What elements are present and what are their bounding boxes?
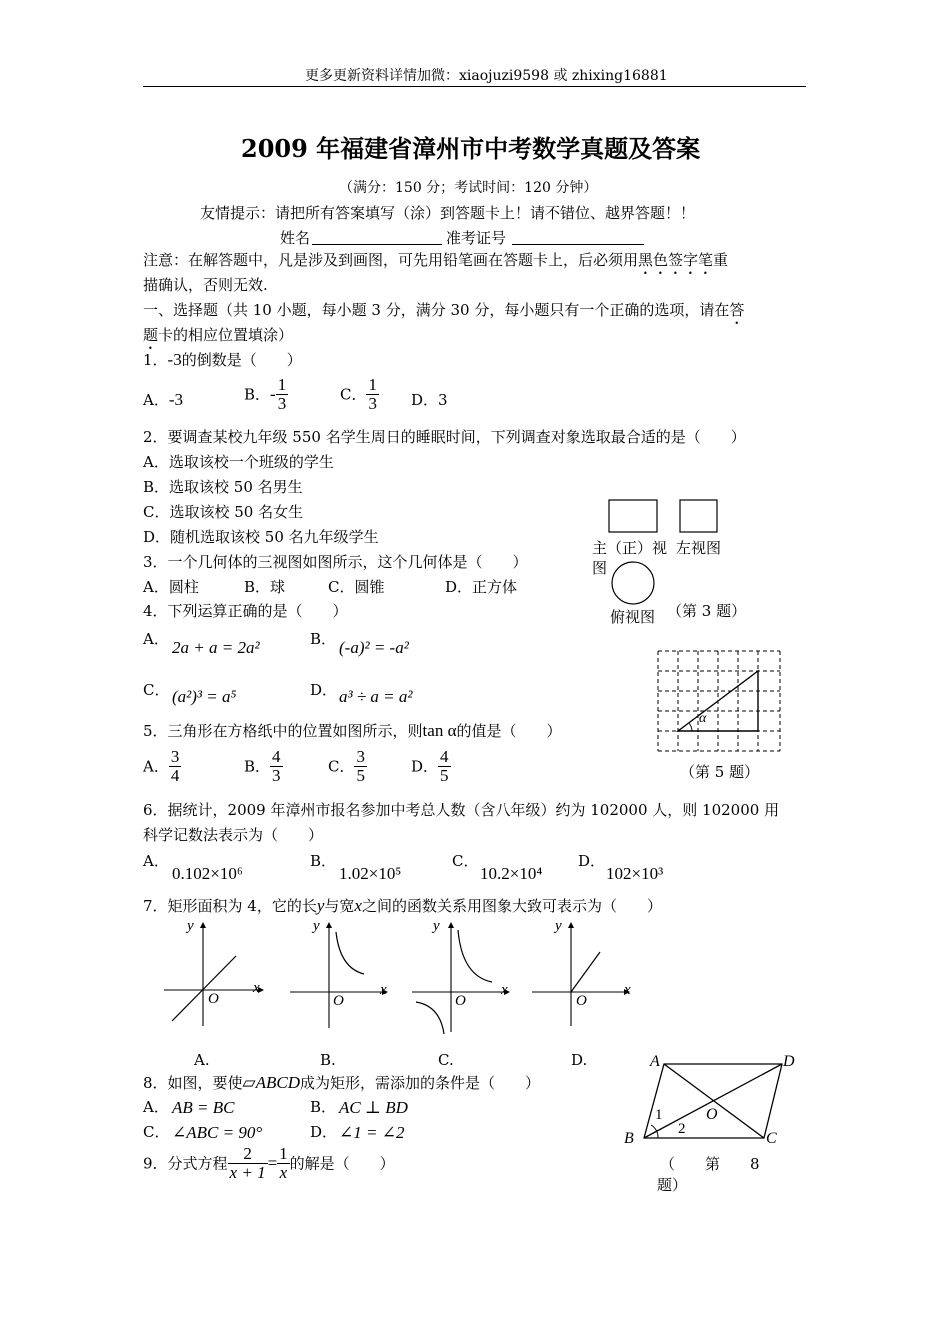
q1-c-fraction — [366, 376, 379, 413]
q2-stem: 2．要调查某校九年级 550 名学生周日的睡眠时间，下列调查对象选取最合适的是（ ） — [143, 428, 746, 446]
q8-c-label: C． — [143, 1123, 170, 1141]
q7-a-origin: O — [208, 991, 219, 1007]
q3-fig-top-label: 俯视图 — [610, 608, 656, 626]
q6-b-label: B． — [310, 852, 337, 870]
q5-d-fraction — [438, 748, 451, 785]
q8-fig-caption-1: （ 第 8 — [660, 1155, 760, 1173]
q5-c-fraction — [354, 748, 367, 785]
q7-graph-c — [408, 918, 518, 1038]
q5-text-a: 5．三角形在方格纸中的位置如图所示，则 — [143, 722, 423, 740]
q9-fraction-1 — [228, 1145, 268, 1182]
angle-arc — [651, 1125, 658, 1138]
notice-text-c: 重 — [713, 251, 729, 269]
q5-a-label: A． — [143, 757, 169, 776]
q4-option-a[interactable]: 2a + a = 2a² — [172, 638, 260, 657]
q9-equals: = — [267, 1153, 278, 1173]
q7-option-a[interactable]: A. — [194, 1051, 210, 1069]
q8-fig-label-1: 1 — [655, 1107, 663, 1123]
q7-text-c: 之间的函数关系用图象大致可表示为（ ） — [361, 897, 662, 915]
q5-option-a[interactable] — [143, 748, 181, 785]
q5-a-den: 4 — [170, 766, 180, 785]
q8-fig-label-a: A — [650, 1053, 660, 1070]
q7-option-b[interactable]: B. — [320, 1051, 336, 1069]
tip-line: 友情提示：请把所有答案填写（涂）到答题卡上！请不错位、越界答题！！ — [200, 204, 696, 222]
q8-parallelogram-figure — [620, 1050, 810, 1150]
q8-stem — [143, 1073, 540, 1093]
q7-graph-d — [528, 918, 638, 1028]
q4-b-label: B． — [310, 630, 337, 648]
q7-a-y-label: y — [187, 918, 194, 934]
header-rule — [143, 86, 806, 87]
section-heading-line-2 — [143, 325, 293, 353]
q8-text-a: 8．如图，要使 — [143, 1074, 243, 1092]
q1-option-c[interactable] — [340, 376, 379, 413]
q9-text-a: 9．分式方程 — [143, 1154, 228, 1173]
section-text-a: 一、选择题（共 10 小题，每小题 3 分，满分 30 分，每小题只有一个正确的选项，请在 — [143, 301, 730, 319]
q1-stem — [143, 350, 302, 370]
q2-option-a[interactable]: A．选取该校一个班级的学生 — [143, 453, 334, 471]
name-field[interactable] — [312, 244, 442, 245]
q2-option-b[interactable]: B．选取该校 50 名男生 — [143, 478, 303, 496]
q7-c-x-label: x — [501, 982, 508, 998]
q6-stem-line-2: 科学记数法表示为（ ） — [143, 826, 324, 844]
q1-b-den: 3 — [277, 394, 287, 413]
q9-f2-den: x — [279, 1163, 288, 1182]
q5-option-d[interactable] — [411, 748, 451, 785]
q5-b-den: 3 — [272, 766, 281, 785]
section-text-b: 卡的相应位置填涂） — [158, 326, 294, 344]
q7-b-x-label: x — [380, 982, 387, 998]
ticket-field[interactable] — [512, 244, 644, 245]
q7-d-y-label: y — [555, 918, 562, 934]
q9-text-b: 的解是（ ） — [289, 1154, 395, 1173]
q7-graph-a — [160, 918, 270, 1028]
q7-c-y-label: y — [433, 918, 440, 934]
q3-option-d[interactable]: D．正方体 — [445, 578, 518, 596]
q8-fig-label-b: B — [624, 1130, 634, 1147]
q8-text-b: 成为矩形，需添加的条件是（ ） — [300, 1074, 541, 1092]
section-emphasis-b: 题 — [143, 326, 159, 344]
q7-b-origin: O — [333, 993, 344, 1009]
q7-option-d[interactable]: D. — [571, 1051, 588, 1069]
q7-text-b: 与宽 — [324, 897, 355, 915]
q8-fig-label-d: D — [783, 1053, 795, 1070]
q3-fig-front-label-2: 图 — [592, 559, 608, 577]
q8-fig-label-o: O — [706, 1106, 718, 1123]
q5-math: tan α — [422, 721, 457, 740]
q9-fraction-2 — [277, 1145, 290, 1182]
page-header: 更多更新资料详情加微：xiaojuzi9598 或 zhixing16881 — [305, 68, 668, 84]
q1-b-fraction — [276, 376, 289, 413]
q9-f1-den: x + 1 — [229, 1163, 266, 1182]
q8-fig-caption-2: 题） — [657, 1176, 688, 1194]
q1-text: 的倒数是（ ） — [181, 351, 302, 369]
q6-a-label: A． — [143, 852, 169, 870]
q1-option-d[interactable]: D．3 — [411, 391, 448, 409]
q7-var-x: x — [354, 896, 362, 915]
q8-fig-label-c: C — [766, 1130, 777, 1147]
notice-text-a: 注意：在解答题中，凡是涉及到画图，可先用铅笔画在答题卡上，后必须用 — [143, 251, 639, 269]
q5-c-den: 5 — [356, 766, 365, 785]
q5-d-num: 4 — [440, 747, 449, 766]
q1-c-label: C． — [340, 385, 367, 404]
q1-math: -3 — [167, 350, 182, 369]
q8-option-d[interactable]: ∠1 = ∠2 — [339, 1123, 405, 1142]
top-view-circle — [612, 562, 654, 604]
q5-b-num: 4 — [272, 747, 281, 766]
q7-a-x-label: x — [253, 980, 260, 996]
q7-c-origin: O — [455, 993, 466, 1009]
q6-option-a[interactable]: 0.102×10⁶ — [172, 864, 243, 883]
q6-option-b[interactable]: 1.02×10⁵ — [339, 864, 402, 883]
q1-b-num: 1 — [277, 375, 287, 394]
q9-stem — [143, 1145, 395, 1182]
q4-option-b[interactable]: (-a)² = -a² — [339, 638, 409, 657]
q7-d-origin: O — [576, 993, 587, 1009]
q4-option-c[interactable]: (a²)³ = a⁵ — [172, 687, 237, 706]
q3-option-b[interactable]: B．球 — [244, 578, 286, 596]
q3-fig-left-label: 左视图 — [676, 539, 722, 557]
q5-option-b[interactable] — [244, 748, 283, 785]
q1-c-den: 3 — [368, 394, 377, 413]
q1-b-sign: - — [270, 384, 276, 404]
q3-stem: 3．一个几何体的三视图如图所示，这个几何体是（ ） — [143, 553, 528, 571]
q1-c-num: 1 — [368, 375, 377, 394]
section-emphasis-a: 答 — [729, 301, 745, 319]
q5-text-b: 的值是（ ） — [456, 722, 562, 740]
page-title: 2009 年福建省漳州市中考数学真题及答案 — [241, 134, 701, 163]
q8-a-label: A． — [143, 1098, 169, 1116]
q4-option-d[interactable]: a³ ÷ a = a² — [339, 687, 413, 706]
q8-option-b[interactable]: AC ⊥ BD — [339, 1098, 408, 1117]
q7-var-y: y — [316, 896, 325, 915]
q1-b-label: B． — [244, 385, 271, 404]
q3-option-a[interactable]: A．圆柱 — [143, 578, 199, 596]
q8-d-label: D． — [310, 1123, 338, 1141]
q1-option-a[interactable] — [143, 390, 183, 410]
q5-fig-caption: （第 5 题） — [680, 763, 760, 781]
q4-c-label: C． — [143, 681, 170, 699]
q7-graph-b — [286, 918, 396, 1028]
q8-option-c[interactable]: ∠ABC = 90° — [172, 1123, 263, 1142]
q1-number: 1． — [143, 351, 168, 369]
q6-option-d[interactable]: 102×10³ — [606, 864, 664, 883]
name-label: 姓名 — [280, 229, 311, 247]
q1-a-value: -3 — [168, 390, 184, 409]
q5-c-label: C． — [328, 757, 355, 776]
ticket-label: 准考证号 — [446, 229, 507, 247]
q5-d-den: 5 — [440, 766, 449, 785]
q5-c-num: 3 — [356, 747, 365, 766]
q3-fig-front-label: 主（正）视 — [592, 539, 668, 557]
q8-option-a[interactable]: AB = BC — [172, 1098, 235, 1117]
notice-line-2: 描确认，否则无效. — [143, 276, 268, 294]
q7-b-y-label: y — [313, 918, 320, 934]
q1-option-b[interactable] — [244, 376, 288, 413]
q4-a-label: A． — [143, 630, 169, 648]
q5-a-num: 3 — [170, 747, 180, 766]
q4-stem: 4．下列运算正确的是（ ） — [143, 602, 348, 620]
diagonal-bd — [644, 1064, 782, 1138]
q7-stem — [143, 896, 662, 916]
front-view-rect — [609, 500, 657, 532]
q7-option-c[interactable]: C. — [438, 1051, 454, 1069]
q3-option-c[interactable]: C．圆锥 — [328, 578, 385, 596]
q8-math: ▱ABCD — [242, 1073, 301, 1092]
q5-option-c[interactable] — [328, 748, 367, 785]
q9-f2-num: 1 — [279, 1144, 288, 1163]
q6-c-label: C． — [452, 852, 479, 870]
q6-stem-line-1: 6．据统计，2009 年漳州市报名参加中考总人数（含八年级）约为 102000 人，则 102000 用 — [143, 801, 780, 819]
q4-d-label: D． — [310, 681, 338, 699]
q8-b-label: B． — [310, 1098, 337, 1116]
q6-option-c[interactable]: 10.2×10⁴ — [480, 864, 543, 883]
q5-grid-figure — [655, 648, 785, 756]
left-view-rect — [680, 500, 717, 532]
section-heading-line-1 — [143, 300, 744, 328]
q8-fig-label-2: 2 — [678, 1121, 686, 1137]
q7-d-x-label: x — [624, 982, 631, 998]
q9-f1-num: 2 — [228, 1145, 268, 1164]
q5-angle-arc — [689, 723, 692, 731]
notice-line-1 — [143, 250, 728, 278]
q7-text-a: 7．矩形面积为 4，它的长 — [143, 897, 317, 915]
q5-a-fraction — [169, 748, 182, 785]
q5-d-label: D． — [411, 757, 439, 776]
score-time: （满分：150 分；考试时间：120 分钟） — [339, 180, 598, 196]
q3-fig-caption: （第 3 题） — [667, 602, 747, 620]
q5-fig-alpha: α — [699, 711, 707, 726]
q2-option-d[interactable]: D．随机选取该校 50 名九年级学生 — [143, 528, 379, 546]
q5-b-label: B． — [244, 757, 271, 776]
q2-option-c[interactable]: C．选取该校 50 名女生 — [143, 503, 304, 521]
q5-stem — [143, 721, 562, 741]
q1-a-label: A． — [143, 391, 169, 409]
notice-emphasis: 黑色签字笔 — [638, 251, 714, 269]
q6-d-label: D． — [578, 852, 606, 870]
q5-b-fraction — [270, 748, 283, 785]
